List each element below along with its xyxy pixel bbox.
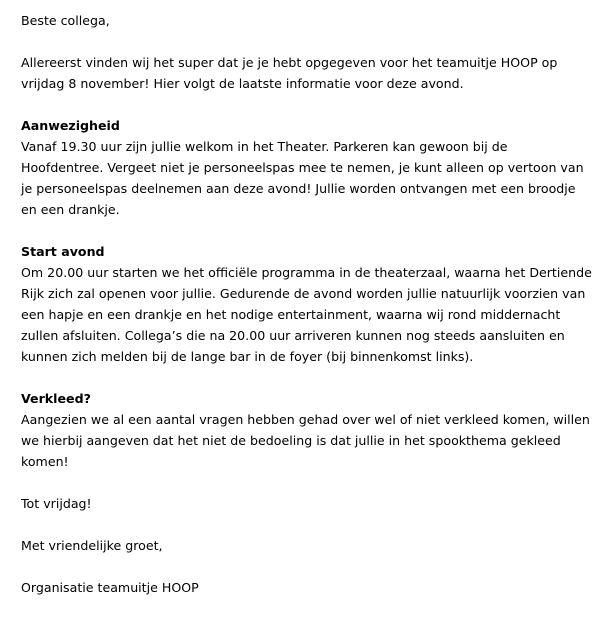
section-body-start-avond: Om 20.00 uur starten we het officiële programma in de theaterzaal, waarna het Dertiende Rijk zich zal openen voor jullie. Gedurende de avond worden jullie natuurlijk voorzien van een hapje en een drankje en het nodige entertainment, waarna wij rond middernacht zullen afsluiten. Collega’s die na 20.00 uur arriveren kunnen nog steeds aansluiten en kunnen zich melden bij de lange bar in de foyer (bij binnenkomst links). bbox=[21, 265, 592, 364]
greeting: Beste collega, bbox=[21, 13, 110, 28]
section-body-aanwezigheid: Vanaf 19.30 uur zijn jullie welkom in het Theater. Parkeren kan gewoon bij de Hoofdentree. Vergeet niet je personeelspas mee te nemen, je kunt alleen op vertoon van je personeelspas deelnemen aan deze avond! Jullie worden ontvangen met een broodje en een drankje. bbox=[21, 139, 584, 217]
signature: Organisatie teamuitje HOOP bbox=[21, 580, 199, 595]
section-heading-start-avond: Start avond bbox=[21, 244, 105, 259]
letter-document bbox=[21, 10, 593, 598]
section-body-verkleed: Aangezien we al een aantal vragen hebben gehad over wel of niet verkleed komen, willen we hierbij aangeven dat het niet de bedoeling is dat jullie in het spookthema gekleed komen! bbox=[21, 412, 590, 469]
closing-line: Tot vrijdag! bbox=[21, 496, 92, 511]
section-heading-aanwezigheid: Aanwezigheid bbox=[21, 118, 120, 133]
regards-line: Met vriendelijke groet, bbox=[21, 538, 163, 553]
section-heading-verkleed: Verkleed? bbox=[21, 391, 91, 406]
intro-paragraph: Allereerst vinden wij het super dat je je hebt opgegeven voor het teamuitje HOOP op vrijdag 8 november! Hier volgt de laatste informatie voor deze avond. bbox=[21, 55, 558, 91]
